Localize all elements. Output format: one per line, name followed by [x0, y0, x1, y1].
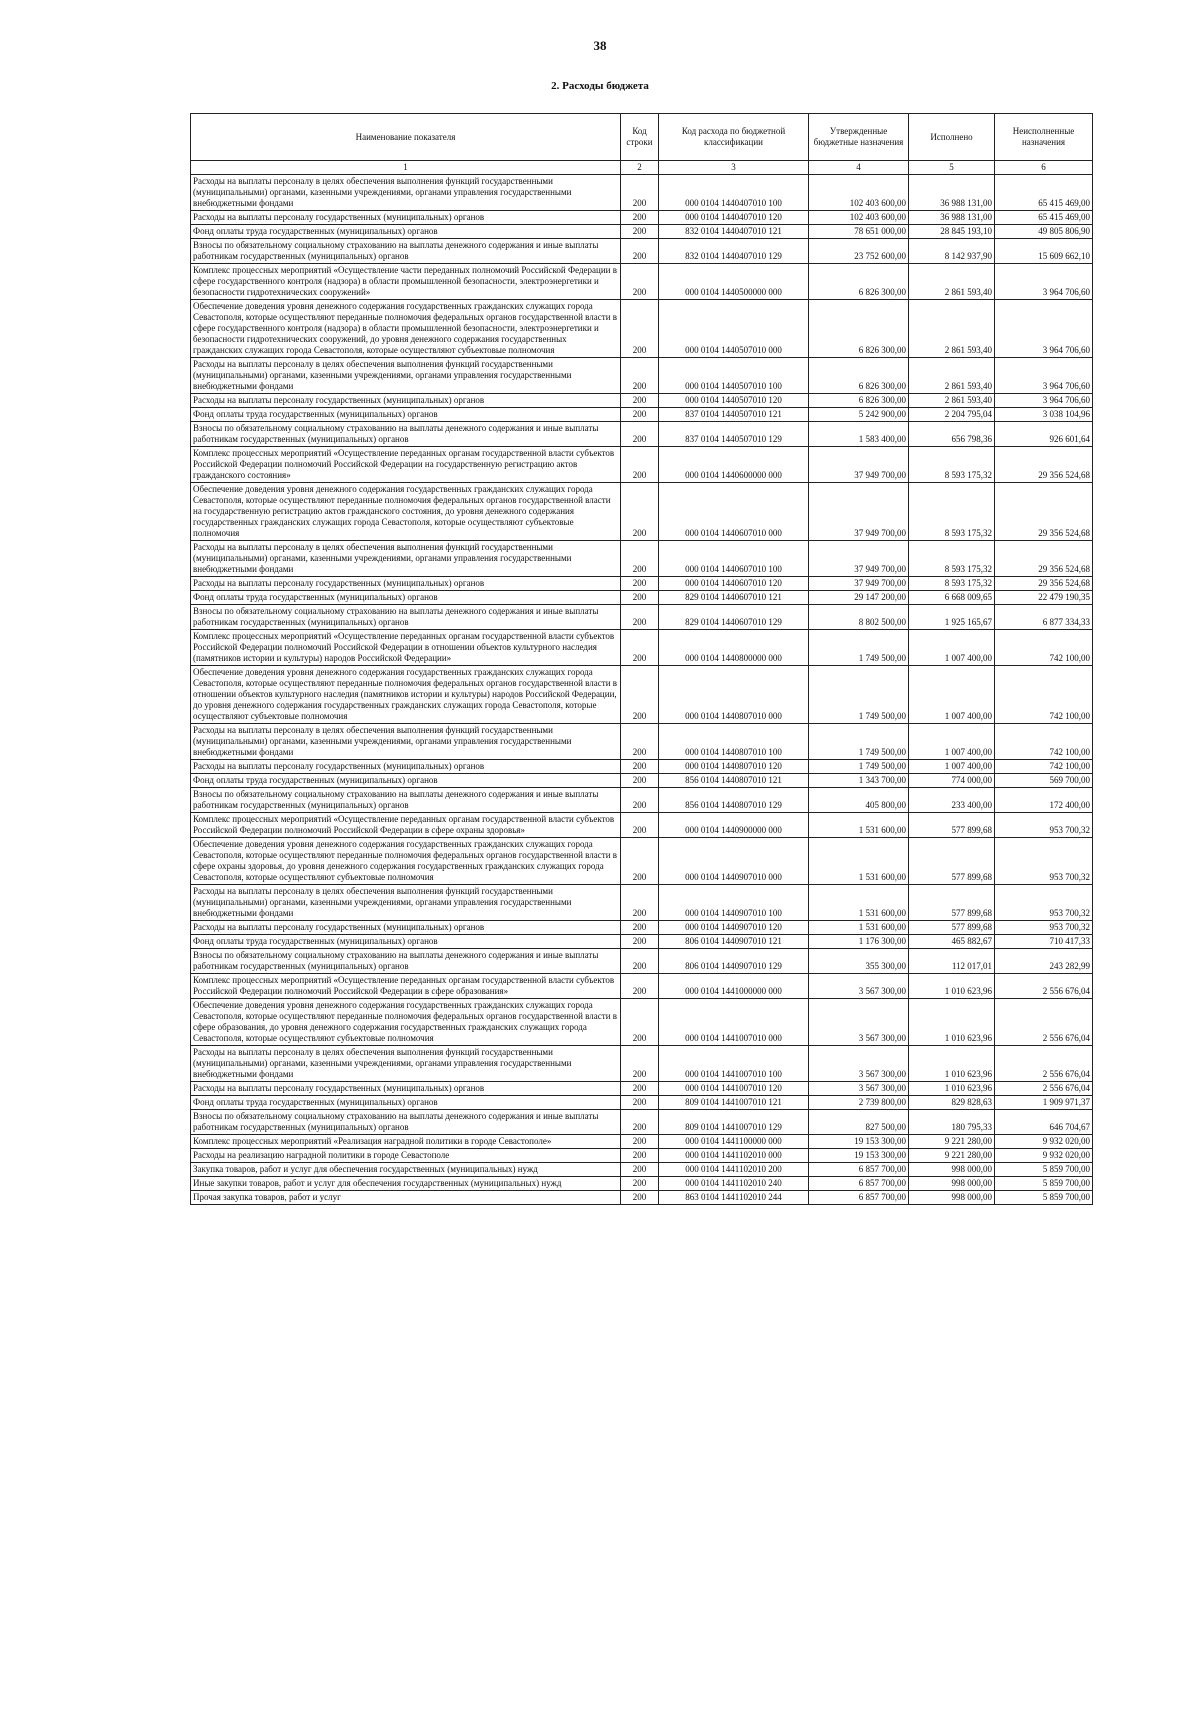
table-row — [191, 949, 1093, 974]
row-budget-code-cell: 856 0104 1440807010 121 — [659, 774, 809, 788]
row-unexecuted-cell: 9 932 020,00 — [995, 1149, 1093, 1163]
row-unexecuted-cell: 65 415 469,00 — [995, 175, 1093, 211]
table-row — [191, 264, 1093, 300]
row-name-cell: Фонд оплаты труда государственных (муниципальных) органов — [191, 408, 621, 422]
row-executed-cell: 9 221 280,00 — [909, 1135, 995, 1149]
table-row — [191, 447, 1093, 483]
row-line-code-cell: 200 — [621, 541, 659, 577]
column-number: 1 — [191, 161, 621, 175]
header-budget-code: Код расхода по бюджетной классификации — [659, 114, 809, 161]
row-name-cell: Комплекс процессных мероприятий «Осуществление переданных органам государственной власти субъектов Российской Федерации полномочий Российской Федерации в сфере охраны здоровья» — [191, 813, 621, 838]
row-name-cell: Фонд оплаты труда государственных (муниципальных) органов — [191, 774, 621, 788]
row-budget-code-cell: 832 0104 1440407010 129 — [659, 239, 809, 264]
row-line-code-cell: 200 — [621, 788, 659, 813]
row-executed-cell: 233 400,00 — [909, 788, 995, 813]
row-budget-code-cell: 000 0104 1440507010 120 — [659, 394, 809, 408]
row-approved-cell: 3 567 300,00 — [809, 1046, 909, 1082]
row-budget-code-cell: 000 0104 1440507010 000 — [659, 300, 809, 358]
row-line-code-cell: 200 — [621, 1163, 659, 1177]
row-budget-code-cell: 806 0104 1440907010 121 — [659, 935, 809, 949]
row-line-code-cell: 200 — [621, 885, 659, 921]
table-row — [191, 788, 1093, 813]
row-budget-code-cell: 000 0104 1441102010 000 — [659, 1149, 809, 1163]
row-executed-cell: 2 861 593,40 — [909, 264, 995, 300]
row-executed-cell: 577 899,68 — [909, 838, 995, 885]
table-row — [191, 999, 1093, 1046]
page-number: 38 — [593, 38, 607, 53]
row-unexecuted-cell: 953 700,32 — [995, 921, 1093, 935]
row-unexecuted-cell: 926 601,64 — [995, 422, 1093, 447]
table-row — [191, 605, 1093, 630]
header-line-code: Код строки — [621, 114, 659, 161]
row-budget-code-cell: 829 0104 1440607010 121 — [659, 591, 809, 605]
row-name-cell: Взносы по обязательному социальному страхованию на выплаты денежного содержания и иные выплаты работникам государственных (муниципальных) органов — [191, 949, 621, 974]
row-executed-cell: 1 007 400,00 — [909, 666, 995, 724]
row-unexecuted-cell: 710 417,33 — [995, 935, 1093, 949]
row-approved-cell: 1 176 300,00 — [809, 935, 909, 949]
row-approved-cell: 1 531 600,00 — [809, 885, 909, 921]
row-name-cell: Обеспечение доведения уровня денежного содержания государственных гражданских служащих города Севастополя, которые осуществляют переданные полномочия федеральных органов государственной власти в сфере охраны здоровья, до уровня денежного содержания государственных гражданских служащих города Севастополя, которые осуществляют субъектовые полномочия — [191, 838, 621, 885]
row-budget-code-cell: 809 0104 1441007010 129 — [659, 1110, 809, 1135]
row-name-cell: Взносы по обязательному социальному страхованию на выплаты денежного содержания и иные выплаты работникам государственных (муниципальных) органов — [191, 605, 621, 630]
row-unexecuted-cell: 5 859 700,00 — [995, 1163, 1093, 1177]
row-unexecuted-cell: 65 415 469,00 — [995, 211, 1093, 225]
row-approved-cell: 37 949 700,00 — [809, 483, 909, 541]
row-line-code-cell: 200 — [621, 760, 659, 774]
row-unexecuted-cell: 29 356 524,68 — [995, 541, 1093, 577]
row-approved-cell: 29 147 200,00 — [809, 591, 909, 605]
header-name: Наименование показателя — [191, 114, 621, 161]
row-budget-code-cell: 000 0104 1441102010 240 — [659, 1177, 809, 1191]
row-executed-cell: 8 593 175,32 — [909, 541, 995, 577]
row-name-cell: Комплекс процессных мероприятий «Осуществление переданных органам государственной власти субъектов Российской Федерации полномочий Российской Федерации в отношении объектов культурного наследия (памятников истории и культуры) народов Российской Федерации» — [191, 630, 621, 666]
row-budget-code-cell: 000 0104 1440607010 120 — [659, 577, 809, 591]
row-line-code-cell: 200 — [621, 974, 659, 999]
row-line-code-cell: 200 — [621, 211, 659, 225]
row-line-code-cell: 200 — [621, 838, 659, 885]
table-row — [191, 422, 1093, 447]
row-executed-cell: 2 861 593,40 — [909, 300, 995, 358]
table-row — [191, 630, 1093, 666]
table-row — [191, 577, 1093, 591]
row-name-cell: Расходы на выплаты персоналу государственных (муниципальных) органов — [191, 921, 621, 935]
row-approved-cell: 1 749 500,00 — [809, 666, 909, 724]
row-approved-cell: 1 749 500,00 — [809, 630, 909, 666]
row-executed-cell: 2 204 795,04 — [909, 408, 995, 422]
row-approved-cell: 3 567 300,00 — [809, 999, 909, 1046]
row-budget-code-cell: 809 0104 1441007010 121 — [659, 1096, 809, 1110]
row-approved-cell: 1 343 700,00 — [809, 774, 909, 788]
row-unexecuted-cell: 6 877 334,33 — [995, 605, 1093, 630]
row-unexecuted-cell: 569 700,00 — [995, 774, 1093, 788]
header-executed: Исполнено — [909, 114, 995, 161]
table-row — [191, 1082, 1093, 1096]
row-name-cell: Взносы по обязательному социальному страхованию на выплаты денежного содержания и иные выплаты работникам государственных (муниципальных) органов — [191, 1110, 621, 1135]
row-name-cell: Расходы на выплаты персоналу государственных (муниципальных) органов — [191, 760, 621, 774]
row-budget-code-cell: 856 0104 1440807010 129 — [659, 788, 809, 813]
row-line-code-cell: 200 — [621, 935, 659, 949]
row-executed-cell: 1 007 400,00 — [909, 630, 995, 666]
row-budget-code-cell: 000 0104 1441102010 200 — [659, 1163, 809, 1177]
row-name-cell: Расходы на выплаты персоналу в целях обеспечения выполнения функций государственными (муниципальными) органами, казенными учреждениями, органами управления государственными внебюджетными фондами — [191, 1046, 621, 1082]
row-line-code-cell: 200 — [621, 1191, 659, 1205]
row-unexecuted-cell: 953 700,32 — [995, 885, 1093, 921]
table-row — [191, 774, 1093, 788]
row-unexecuted-cell: 29 356 524,68 — [995, 483, 1093, 541]
row-executed-cell: 577 899,68 — [909, 885, 995, 921]
row-name-cell: Расходы на выплаты персоналу в целях обеспечения выполнения функций государственными (муниципальными) органами, казенными учреждениями, органами управления государственными внебюджетными фондами — [191, 175, 621, 211]
row-budget-code-cell: 000 0104 1440807010 000 — [659, 666, 809, 724]
row-line-code-cell: 200 — [621, 921, 659, 935]
row-executed-cell: 774 000,00 — [909, 774, 995, 788]
row-unexecuted-cell: 953 700,32 — [995, 838, 1093, 885]
row-unexecuted-cell: 3 964 706,60 — [995, 300, 1093, 358]
row-line-code-cell: 200 — [621, 300, 659, 358]
row-name-cell: Обеспечение доведения уровня денежного содержания государственных гражданских служащих города Севастополя, которые осуществляют переданные полномочия федеральных органов государственной власти в отношении объектов культурного наследия (памятников истории и культуры) народов Российской Федерации, до уровня денежного содержания государственных гражданских служащих города Севастополя, которые осуществляют субъектовые полномочия — [191, 666, 621, 724]
table-row — [191, 1177, 1093, 1191]
row-line-code-cell: 200 — [621, 225, 659, 239]
table-row — [191, 591, 1093, 605]
table-row — [191, 1191, 1093, 1205]
row-executed-cell: 8 593 175,32 — [909, 577, 995, 591]
row-name-cell: Иные закупки товаров, работ и услуг для обеспечения государственных (муниципальных) нужд — [191, 1177, 621, 1191]
row-budget-code-cell: 863 0104 1441102010 244 — [659, 1191, 809, 1205]
row-approved-cell: 23 752 600,00 — [809, 239, 909, 264]
row-approved-cell: 3 567 300,00 — [809, 974, 909, 999]
table-row — [191, 813, 1093, 838]
row-budget-code-cell: 837 0104 1440507010 129 — [659, 422, 809, 447]
row-unexecuted-cell: 2 556 676,04 — [995, 1082, 1093, 1096]
row-name-cell: Расходы на выплаты персоналу государственных (муниципальных) органов — [191, 1082, 621, 1096]
row-name-cell: Комплекс процессных мероприятий «Осуществление переданных органам государственной власти субъектов Российской Федерации полномочий Российской Федерации на государственную регистрацию актов гражданского состояния» — [191, 447, 621, 483]
row-line-code-cell: 200 — [621, 1096, 659, 1110]
header-unexecuted: Неисполненные назначения — [995, 114, 1093, 161]
table-row — [191, 935, 1093, 949]
row-line-code-cell: 200 — [621, 422, 659, 447]
table-row — [191, 1135, 1093, 1149]
row-executed-cell: 1 010 623,96 — [909, 974, 995, 999]
row-unexecuted-cell: 1 909 971,37 — [995, 1096, 1093, 1110]
row-name-cell: Обеспечение доведения уровня денежного содержания государственных гражданских служащих города Севастополя, которые осуществляют переданные полномочия федеральных органов государственной власти в сфере государственного контроля (надзора) в области промышленной безопасности, электроэнергетики и безопасности гидротехнических сооружений, до уровня денежного содержания государственных гражданских служащих города Севастополя, которые осуществляют субъектовые полномочия — [191, 300, 621, 358]
row-unexecuted-cell: 742 100,00 — [995, 724, 1093, 760]
row-line-code-cell: 200 — [621, 447, 659, 483]
row-approved-cell: 1 749 500,00 — [809, 760, 909, 774]
row-approved-cell: 6 826 300,00 — [809, 300, 909, 358]
row-budget-code-cell: 000 0104 1441007010 120 — [659, 1082, 809, 1096]
row-name-cell: Фонд оплаты труда государственных (муниципальных) органов — [191, 1096, 621, 1110]
row-executed-cell: 998 000,00 — [909, 1191, 995, 1205]
row-approved-cell: 5 242 900,00 — [809, 408, 909, 422]
row-approved-cell: 6 826 300,00 — [809, 358, 909, 394]
row-executed-cell: 1 010 623,96 — [909, 1046, 995, 1082]
row-budget-code-cell: 000 0104 1441007010 000 — [659, 999, 809, 1046]
row-budget-code-cell: 000 0104 1440407010 100 — [659, 175, 809, 211]
row-executed-cell: 1 925 165,67 — [909, 605, 995, 630]
row-budget-code-cell: 000 0104 1440607010 000 — [659, 483, 809, 541]
row-line-code-cell: 200 — [621, 175, 659, 211]
row-name-cell: Расходы на выплаты персоналу в целях обеспечения выполнения функций государственными (муниципальными) органами, казенными учреждениями, органами управления государственными внебюджетными фондами — [191, 724, 621, 760]
table-row — [191, 838, 1093, 885]
row-approved-cell: 8 802 500,00 — [809, 605, 909, 630]
table-row — [191, 1046, 1093, 1082]
row-unexecuted-cell: 3 964 706,60 — [995, 264, 1093, 300]
header-approved: Утвержденные бюджетные назначения — [809, 114, 909, 161]
row-line-code-cell: 200 — [621, 630, 659, 666]
row-name-cell: Закупка товаров, работ и услуг для обеспечения государственных (муниципальных) нужд — [191, 1163, 621, 1177]
row-approved-cell: 1 531 600,00 — [809, 921, 909, 935]
row-name-cell: Взносы по обязательному социальному страхованию на выплаты денежного содержания и иные выплаты работникам государственных (муниципальных) органов — [191, 422, 621, 447]
table-row — [191, 225, 1093, 239]
row-executed-cell: 112 017,01 — [909, 949, 995, 974]
row-unexecuted-cell: 15 609 662,10 — [995, 239, 1093, 264]
row-budget-code-cell: 000 0104 1440600000 000 — [659, 447, 809, 483]
row-line-code-cell: 200 — [621, 666, 659, 724]
row-name-cell: Прочая закупка товаров, работ и услуг — [191, 1191, 621, 1205]
table-header — [191, 114, 1093, 175]
row-unexecuted-cell: 2 556 676,04 — [995, 1046, 1093, 1082]
row-name-cell: Расходы на реализацию наградной политики в городе Севастополе — [191, 1149, 621, 1163]
row-budget-code-cell: 000 0104 1440807010 120 — [659, 760, 809, 774]
table-row — [191, 300, 1093, 358]
row-name-cell: Взносы по обязательному социальному страхованию на выплаты денежного содержания и иные выплаты работникам государственных (муниципальных) органов — [191, 788, 621, 813]
row-approved-cell: 37 949 700,00 — [809, 541, 909, 577]
row-unexecuted-cell: 5 859 700,00 — [995, 1191, 1093, 1205]
table-row — [191, 1149, 1093, 1163]
row-executed-cell: 829 828,63 — [909, 1096, 995, 1110]
row-executed-cell: 2 861 593,40 — [909, 394, 995, 408]
table-row — [191, 211, 1093, 225]
column-number: 6 — [995, 161, 1093, 175]
row-approved-cell: 6 857 700,00 — [809, 1163, 909, 1177]
row-executed-cell: 998 000,00 — [909, 1163, 995, 1177]
row-unexecuted-cell: 742 100,00 — [995, 630, 1093, 666]
row-approved-cell: 2 739 800,00 — [809, 1096, 909, 1110]
row-executed-cell: 577 899,68 — [909, 921, 995, 935]
row-unexecuted-cell: 29 356 524,68 — [995, 577, 1093, 591]
row-approved-cell: 3 567 300,00 — [809, 1082, 909, 1096]
row-line-code-cell: 200 — [621, 1149, 659, 1163]
row-executed-cell: 28 845 193,10 — [909, 225, 995, 239]
row-approved-cell: 1 749 500,00 — [809, 724, 909, 760]
table-row — [191, 724, 1093, 760]
row-approved-cell: 827 500,00 — [809, 1110, 909, 1135]
row-approved-cell: 405 800,00 — [809, 788, 909, 813]
row-name-cell: Комплекс процессных мероприятий «Реализация наградной политики в городе Севастополе» — [191, 1135, 621, 1149]
row-name-cell: Комплекс процессных мероприятий «Осуществление части переданных полномочий Российской Федерации в сфере государственного контроля (надзора) в области промышленной безопасности, электроэнергетики и безопасности гидротехнических сооружений» — [191, 264, 621, 300]
row-budget-code-cell: 000 0104 1440907010 120 — [659, 921, 809, 935]
row-approved-cell: 1 531 600,00 — [809, 813, 909, 838]
row-executed-cell: 1 010 623,96 — [909, 999, 995, 1046]
table-row — [191, 974, 1093, 999]
row-line-code-cell: 200 — [621, 591, 659, 605]
row-name-cell: Взносы по обязательному социальному страхованию на выплаты денежного содержания и иные выплаты работникам государственных (муниципальных) органов — [191, 239, 621, 264]
column-number: 5 — [909, 161, 995, 175]
table-row — [191, 394, 1093, 408]
row-line-code-cell: 200 — [621, 1177, 659, 1191]
row-executed-cell: 9 221 280,00 — [909, 1149, 995, 1163]
row-line-code-cell: 200 — [621, 813, 659, 838]
row-name-cell: Расходы на выплаты персоналу государственных (муниципальных) органов — [191, 211, 621, 225]
row-executed-cell: 180 795,33 — [909, 1110, 995, 1135]
row-line-code-cell: 200 — [621, 408, 659, 422]
row-name-cell: Расходы на выплаты персоналу в целях обеспечения выполнения функций государственными (муниципальными) органами, казенными учреждениями, органами управления государственными внебюджетными фондами — [191, 885, 621, 921]
column-number: 3 — [659, 161, 809, 175]
row-unexecuted-cell: 953 700,32 — [995, 813, 1093, 838]
table-row — [191, 1163, 1093, 1177]
table-row — [191, 541, 1093, 577]
row-line-code-cell: 200 — [621, 1135, 659, 1149]
row-line-code-cell: 200 — [621, 358, 659, 394]
row-name-cell: Расходы на выплаты персоналу государственных (муниципальных) органов — [191, 394, 621, 408]
row-executed-cell: 656 798,36 — [909, 422, 995, 447]
row-approved-cell: 355 300,00 — [809, 949, 909, 974]
row-budget-code-cell: 829 0104 1440607010 129 — [659, 605, 809, 630]
row-executed-cell: 36 988 131,00 — [909, 211, 995, 225]
row-unexecuted-cell: 49 805 806,90 — [995, 225, 1093, 239]
row-budget-code-cell: 832 0104 1440407010 121 — [659, 225, 809, 239]
row-line-code-cell: 200 — [621, 999, 659, 1046]
table-row — [191, 921, 1093, 935]
row-budget-code-cell: 806 0104 1440907010 129 — [659, 949, 809, 974]
row-name-cell: Фонд оплаты труда государственных (муниципальных) органов — [191, 935, 621, 949]
row-unexecuted-cell: 646 704,67 — [995, 1110, 1093, 1135]
row-executed-cell: 6 668 009,65 — [909, 591, 995, 605]
row-budget-code-cell: 000 0104 1440407010 120 — [659, 211, 809, 225]
row-approved-cell: 6 857 700,00 — [809, 1191, 909, 1205]
row-executed-cell: 8 593 175,32 — [909, 483, 995, 541]
row-name-cell: Обеспечение доведения уровня денежного содержания государственных гражданских служащих города Севастополя, которые осуществляют переданные полномочия федеральных органов государственной власти на государственную регистрацию актов гражданского состояния, до уровня денежного содержания государственных гражданских служащих города Севастополя, которые осуществляют субъектовые полномочия — [191, 483, 621, 541]
table-row — [191, 1110, 1093, 1135]
row-budget-code-cell: 000 0104 1440507010 100 — [659, 358, 809, 394]
row-name-cell: Обеспечение доведения уровня денежного содержания государственных гражданских служащих города Севастополя, которые осуществляют переданные полномочия федеральных органов государственной власти в сфере образования, до уровня денежного содержания государственных гражданских служащих города Севастополя, которые осуществляют субъектовые полномочия — [191, 999, 621, 1046]
row-unexecuted-cell: 243 282,99 — [995, 949, 1093, 974]
row-budget-code-cell: 000 0104 1441000000 000 — [659, 974, 809, 999]
row-executed-cell: 577 899,68 — [909, 813, 995, 838]
row-approved-cell: 37 949 700,00 — [809, 577, 909, 591]
row-unexecuted-cell: 3 964 706,60 — [995, 358, 1093, 394]
row-line-code-cell: 200 — [621, 483, 659, 541]
row-executed-cell: 2 861 593,40 — [909, 358, 995, 394]
row-name-cell: Комплекс процессных мероприятий «Осуществление переданных органам государственной власти субъектов Российской Федерации полномочий Российской Федерации в сфере образования» — [191, 974, 621, 999]
row-unexecuted-cell: 2 556 676,04 — [995, 974, 1093, 999]
row-unexecuted-cell: 29 356 524,68 — [995, 447, 1093, 483]
row-budget-code-cell: 000 0104 1440800000 000 — [659, 630, 809, 666]
row-unexecuted-cell: 9 932 020,00 — [995, 1135, 1093, 1149]
table-row — [191, 239, 1093, 264]
column-number: 2 — [621, 161, 659, 175]
row-line-code-cell: 200 — [621, 239, 659, 264]
row-executed-cell: 465 882,67 — [909, 935, 995, 949]
table-row — [191, 666, 1093, 724]
row-unexecuted-cell: 742 100,00 — [995, 760, 1093, 774]
row-line-code-cell: 200 — [621, 1110, 659, 1135]
table-row — [191, 483, 1093, 541]
row-line-code-cell: 200 — [621, 1082, 659, 1096]
row-unexecuted-cell: 172 400,00 — [995, 788, 1093, 813]
row-budget-code-cell: 000 0104 1440500000 000 — [659, 264, 809, 300]
row-budget-code-cell: 000 0104 1440607010 100 — [659, 541, 809, 577]
row-approved-cell: 1 531 600,00 — [809, 838, 909, 885]
row-approved-cell: 6 826 300,00 — [809, 264, 909, 300]
row-name-cell: Расходы на выплаты персоналу в целях обеспечения выполнения функций государственными (муниципальными) органами, казенными учреждениями, органами управления государственными внебюджетными фондами — [191, 358, 621, 394]
column-number: 4 — [809, 161, 909, 175]
row-executed-cell: 1 007 400,00 — [909, 760, 995, 774]
row-unexecuted-cell: 742 100,00 — [995, 666, 1093, 724]
row-executed-cell: 998 000,00 — [909, 1177, 995, 1191]
row-approved-cell: 102 403 600,00 — [809, 175, 909, 211]
table-row — [191, 358, 1093, 394]
row-budget-code-cell: 837 0104 1440507010 121 — [659, 408, 809, 422]
row-approved-cell: 1 583 400,00 — [809, 422, 909, 447]
row-executed-cell: 36 988 131,00 — [909, 175, 995, 211]
row-budget-code-cell: 000 0104 1440900000 000 — [659, 813, 809, 838]
row-approved-cell: 37 949 700,00 — [809, 447, 909, 483]
row-approved-cell: 6 857 700,00 — [809, 1177, 909, 1191]
row-executed-cell: 1 007 400,00 — [909, 724, 995, 760]
row-line-code-cell: 200 — [621, 394, 659, 408]
table-body — [191, 175, 1093, 1205]
row-budget-code-cell: 000 0104 1440807010 100 — [659, 724, 809, 760]
row-name-cell: Фонд оплаты труда государственных (муниципальных) органов — [191, 591, 621, 605]
row-executed-cell: 8 593 175,32 — [909, 447, 995, 483]
document-title: 2. Расходы бюджета — [551, 80, 649, 92]
row-budget-code-cell: 000 0104 1441100000 000 — [659, 1135, 809, 1149]
row-unexecuted-cell: 3 038 104,96 — [995, 408, 1093, 422]
table-row — [191, 1096, 1093, 1110]
row-unexecuted-cell: 2 556 676,04 — [995, 999, 1093, 1046]
row-approved-cell: 102 403 600,00 — [809, 211, 909, 225]
row-line-code-cell: 200 — [621, 724, 659, 760]
row-approved-cell: 19 153 300,00 — [809, 1149, 909, 1163]
row-executed-cell: 1 010 623,96 — [909, 1082, 995, 1096]
row-line-code-cell: 200 — [621, 605, 659, 630]
row-line-code-cell: 200 — [621, 949, 659, 974]
row-line-code-cell: 200 — [621, 577, 659, 591]
row-approved-cell: 6 826 300,00 — [809, 394, 909, 408]
budget-expenditures-table — [190, 113, 1093, 1205]
row-unexecuted-cell: 5 859 700,00 — [995, 1177, 1093, 1191]
table-row — [191, 175, 1093, 211]
row-line-code-cell: 200 — [621, 774, 659, 788]
table-row — [191, 760, 1093, 774]
row-budget-code-cell: 000 0104 1440907010 000 — [659, 838, 809, 885]
row-line-code-cell: 200 — [621, 1046, 659, 1082]
row-executed-cell: 8 142 937,90 — [909, 239, 995, 264]
table-row — [191, 885, 1093, 921]
row-name-cell: Расходы на выплаты персоналу государственных (муниципальных) органов — [191, 577, 621, 591]
row-unexecuted-cell: 3 964 706,60 — [995, 394, 1093, 408]
row-budget-code-cell: 000 0104 1440907010 100 — [659, 885, 809, 921]
row-budget-code-cell: 000 0104 1441007010 100 — [659, 1046, 809, 1082]
row-approved-cell: 78 651 000,00 — [809, 225, 909, 239]
row-line-code-cell: 200 — [621, 264, 659, 300]
row-unexecuted-cell: 22 479 190,35 — [995, 591, 1093, 605]
row-name-cell: Расходы на выплаты персоналу в целях обеспечения выполнения функций государственными (муниципальными) органами, казенными учреждениями, органами управления государственными внебюджетными фондами — [191, 541, 621, 577]
row-approved-cell: 19 153 300,00 — [809, 1135, 909, 1149]
table-row — [191, 408, 1093, 422]
row-name-cell: Фонд оплаты труда государственных (муниципальных) органов — [191, 225, 621, 239]
